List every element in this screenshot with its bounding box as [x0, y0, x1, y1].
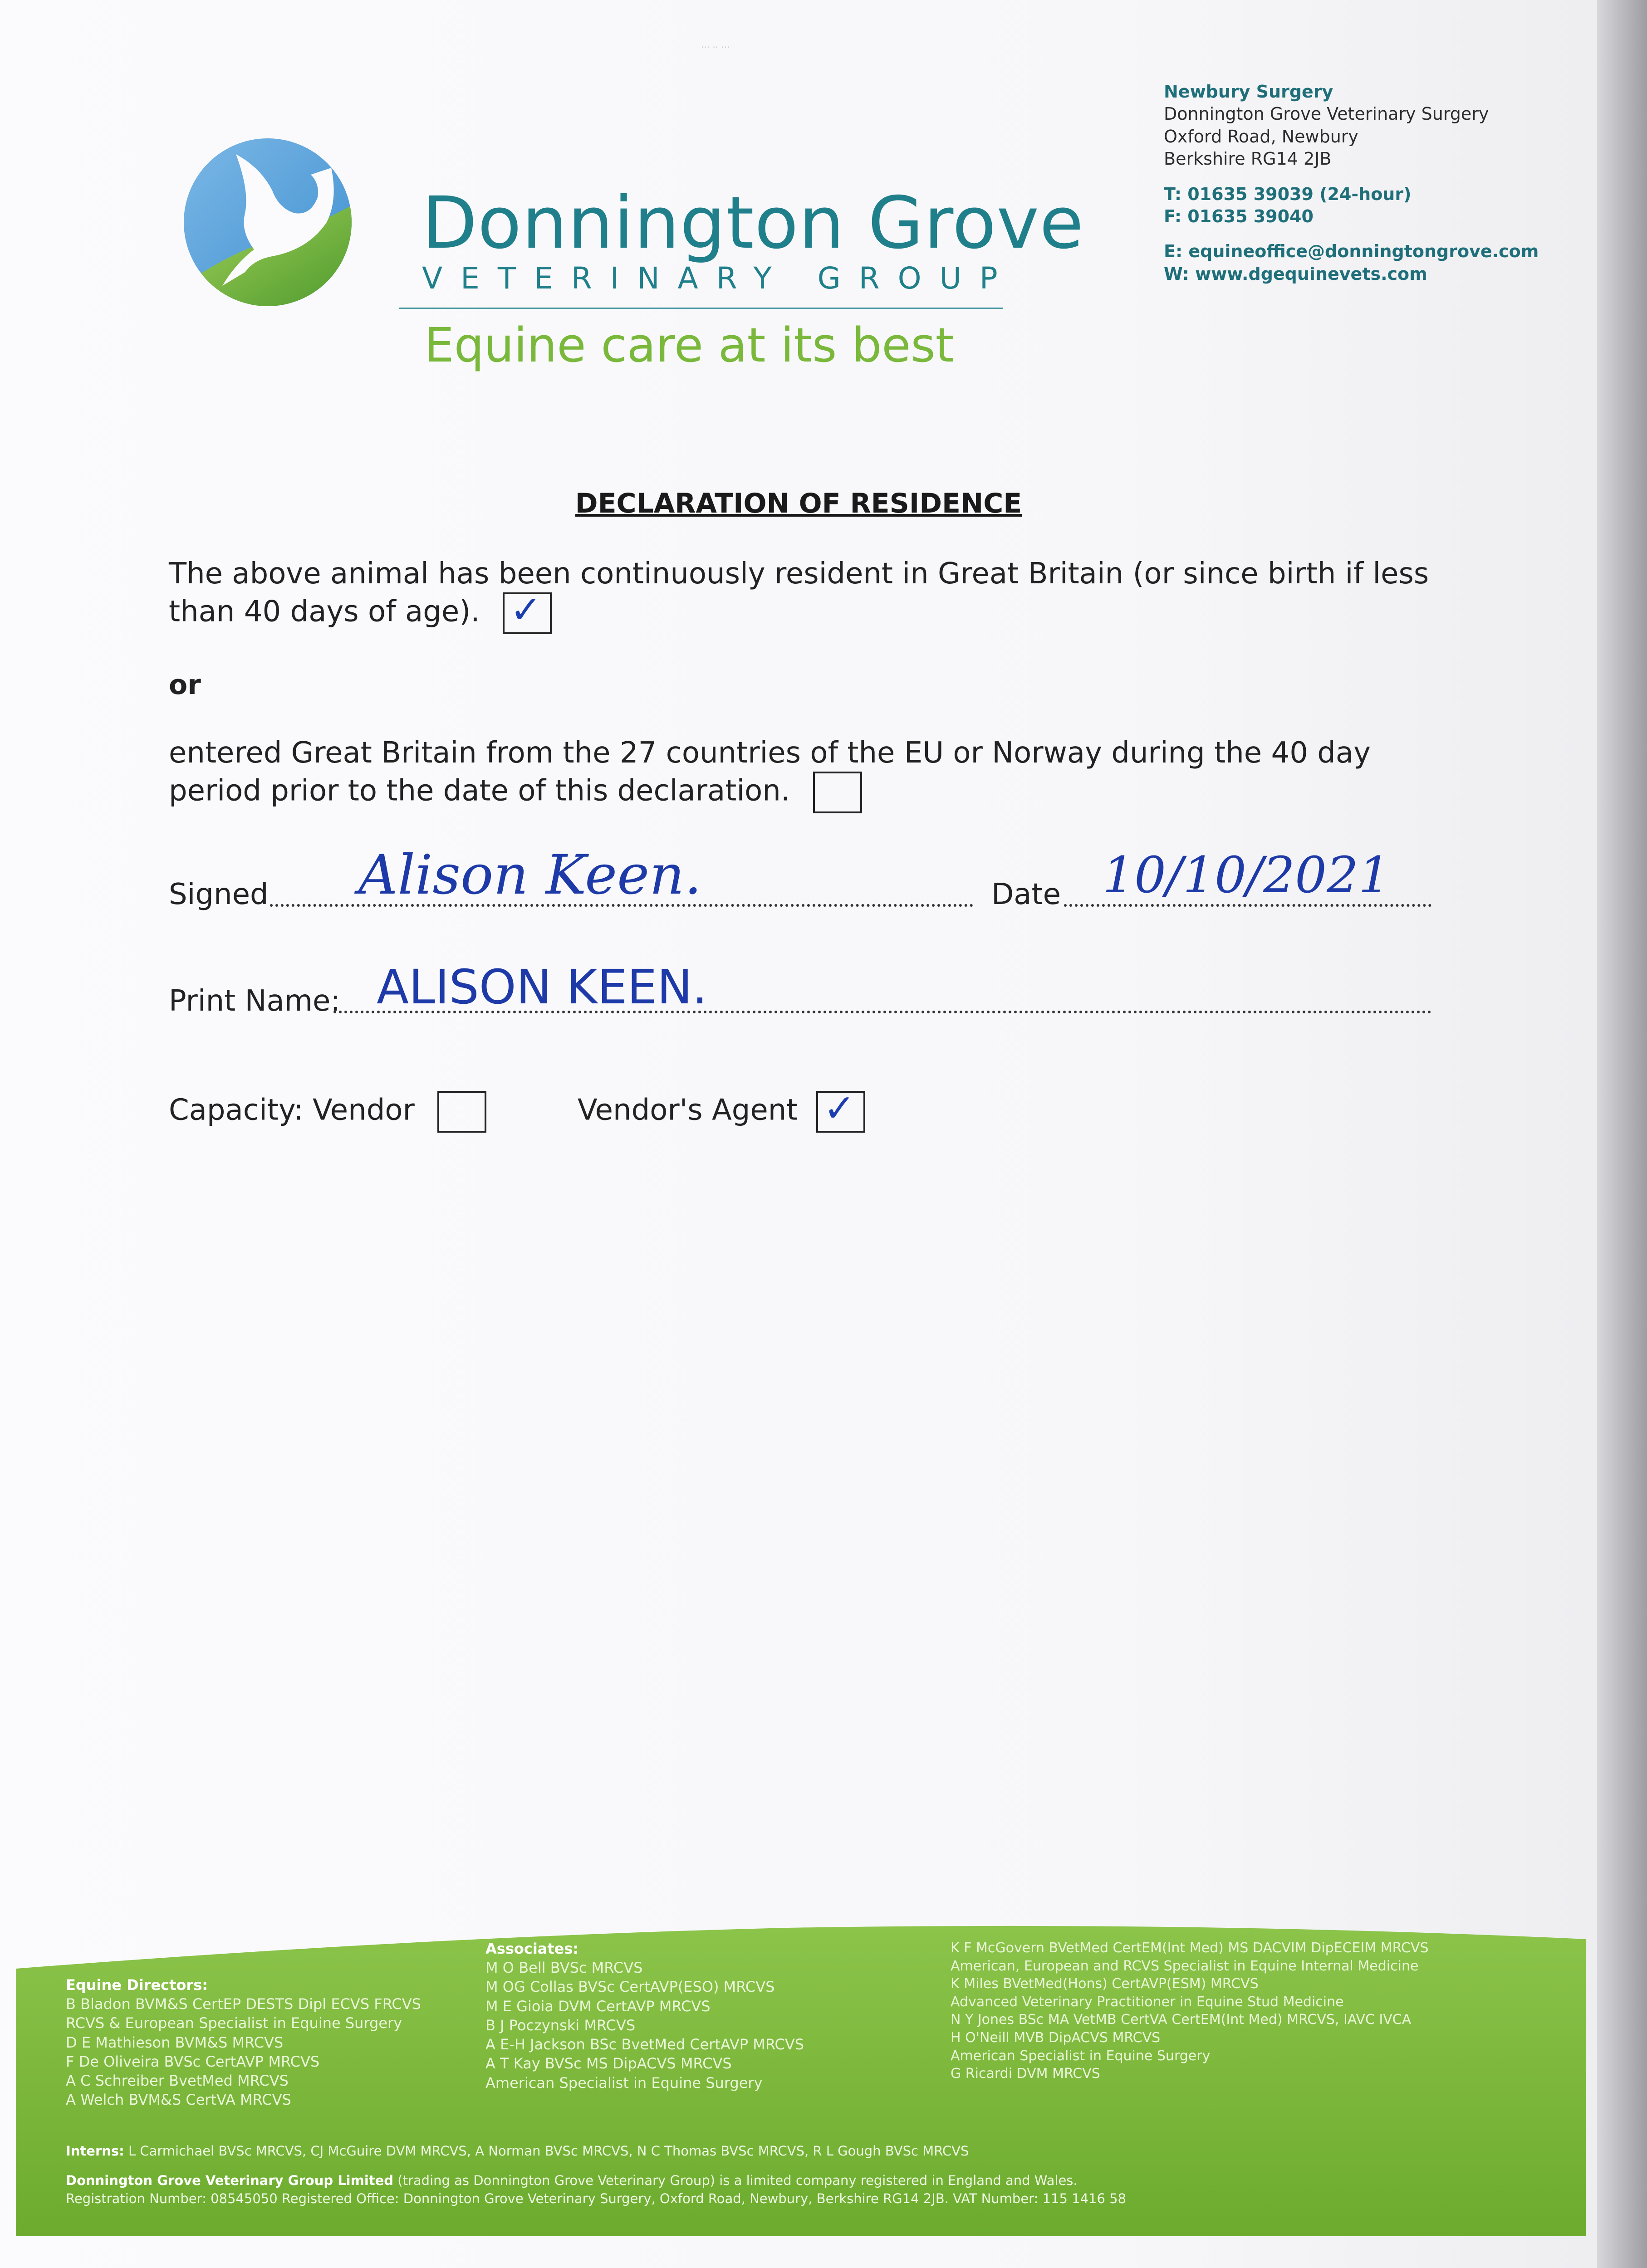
capacity-vendor-label: Capacity: Vendor	[169, 1093, 415, 1127]
option-1-tick: ✓	[510, 587, 542, 632]
print-name-label: Print Name:	[169, 984, 340, 1018]
signature[interactable]: Alison Keen.	[358, 844, 702, 907]
option-1-text: The above animal has been continuously resident in Great Britain (or since birth if less than 40 days of age).	[169, 557, 1429, 629]
scan-artifact: ··· ·· ···	[701, 42, 730, 53]
company-description: (trading as Donnington Grove Veterinary Group) is a limited company registered in England and Wales.	[397, 2173, 1078, 2188]
address-line-2: Oxford Road, Newbury	[1164, 126, 1358, 147]
specialist-line: K Miles BVetMed(Hons) CertAVP(ESM) MRCVS	[951, 1976, 1259, 1992]
residence-option-1	[169, 556, 1439, 634]
website-link[interactable]: W: www.dgequinevets.com	[1164, 264, 1427, 284]
associate-line: A T Kay BVSc MS DipACVS MRCVS	[485, 2055, 732, 2072]
form-heading: DECLARATION OF RESIDENCE	[575, 488, 1022, 519]
capacity-row	[169, 1086, 865, 1133]
brand-name: Donnington Grove	[422, 181, 1084, 265]
specialist-line: Advanced Veterinary Practitioner in Equine Stud Medicine	[951, 1994, 1344, 2010]
surgery-address-block	[1164, 81, 1539, 298]
directors-title: Equine Directors:	[66, 1976, 208, 1994]
company-line	[66, 2173, 1078, 2188]
address-line-3: Berkshire RG14 2JB	[1164, 149, 1332, 169]
scan-edge-shadow	[1597, 0, 1647, 2268]
vendor-checkbox[interactable]	[437, 1091, 486, 1133]
director-line: RCVS & European Specialist in Equine Surgery	[66, 2014, 402, 2032]
signed-label: Signed	[169, 878, 269, 911]
date-dotted-line	[1064, 904, 1431, 907]
telephone: T: 01635 39039 (24-hour)	[1164, 184, 1412, 204]
director-line: F De Oliveira BVSc CertAVP MRCVS	[66, 2053, 320, 2070]
residence-option-2	[169, 735, 1439, 813]
email-link[interactable]: E: equineoffice@donningtongrove.com	[1164, 241, 1539, 262]
director-line: B Bladon BVM&S CertEP DESTS Dipl ECVS FRCVS	[66, 1995, 421, 2013]
option-2-text: entered Great Britain from the 27 countries of the EU or Norway during the 40 day period prior to the date of this declaration.	[169, 736, 1371, 808]
specialist-line: American, European and RCVS Specialist in Equine Internal Medicine	[951, 1958, 1419, 1974]
donnington-grove-logo	[181, 136, 354, 308]
associate-line: M O Bell BVSc MRCVS	[485, 1959, 643, 1977]
specialist-line: K F McGovern BVetMed CertEM(Int Med) MS DACVIM DipECEIM MRCVS	[951, 1940, 1429, 1956]
associate-line: M E Gioia DVM CertAVP MRCVS	[485, 1997, 711, 2015]
surgery-name: Newbury Surgery	[1164, 82, 1333, 102]
date-label: Date	[991, 878, 1061, 911]
associates-title: Associates:	[485, 1940, 579, 1957]
directors-block	[66, 1975, 421, 2110]
interns-label: Interns:	[66, 2143, 124, 2159]
brand-divider	[399, 308, 1003, 309]
specialists-block	[951, 1939, 1429, 2083]
vendor-agent-label: Vendor's Agent	[577, 1093, 798, 1127]
specialist-line: H O'Neill MVB DipACVS MRCVS	[951, 2029, 1161, 2046]
fax: F: 01635 39040	[1164, 206, 1314, 226]
tagline: Equine care at its best	[424, 318, 954, 373]
interns-names: L Carmichael BVSc MRCVS, CJ McGuire DVM MRCVS, A Norman BVSc MRCVS, N C Thomas BVSc MRCVS, R L Gough BVSc MRCVS	[128, 2143, 969, 2159]
print-name-value[interactable]: ALISON KEEN.	[377, 959, 707, 1015]
associate-line: American Specialist in Equine Surgery	[485, 2074, 763, 2092]
option-2-checkbox[interactable]	[813, 772, 862, 813]
director-line: A C Schreiber BvetMed MRCVS	[66, 2072, 289, 2090]
vendor-agent-tick: ✓	[823, 1086, 856, 1130]
director-line: D E Mathieson BVM&S MRCVS	[66, 2033, 284, 2051]
vendor-agent-checkbox[interactable]	[816, 1086, 865, 1133]
associate-line: B J Poczynski MRCVS	[485, 2016, 636, 2034]
specialist-line: N Y Jones BSc MA VetMB CertVA CertEM(Int Med) MRCVS, IAVC IVCA	[951, 2012, 1412, 2028]
brand-subtitle: VETERINARY GROUP	[422, 261, 1016, 296]
option-1-checkbox[interactable]	[503, 587, 552, 634]
specialist-line: G Ricardi DVM MRCVS	[951, 2066, 1100, 2082]
address-line-1: Donnington Grove Veterinary Surgery	[1164, 104, 1489, 124]
registration-line: Registration Number: 08545050 Registered Office: Donnington Grove Veterinary Surgery, Oxford Road, Newbury, Berkshire RG14 2JB. VAT Number: 115 1416 58	[66, 2191, 1127, 2206]
interns-line	[66, 2143, 969, 2159]
footer-band	[16, 1919, 1586, 2236]
specialist-line: American Specialist in Equine Surgery	[951, 2048, 1211, 2064]
associate-line: A E-H Jackson BSc BvetMed CertAVP MRCVS	[485, 2036, 804, 2053]
date-value[interactable]: 10/10/2021	[1103, 846, 1391, 904]
associate-line: M OG Collas BVSc CertAVP(ESO) MRCVS	[485, 1978, 775, 1996]
company-name: Donnington Grove Veterinary Group Limited	[66, 2173, 394, 2188]
or-label: or	[169, 669, 201, 701]
director-line: A Welch BVM&S CertVA MRCVS	[66, 2091, 291, 2109]
associates-block	[485, 1939, 804, 2092]
